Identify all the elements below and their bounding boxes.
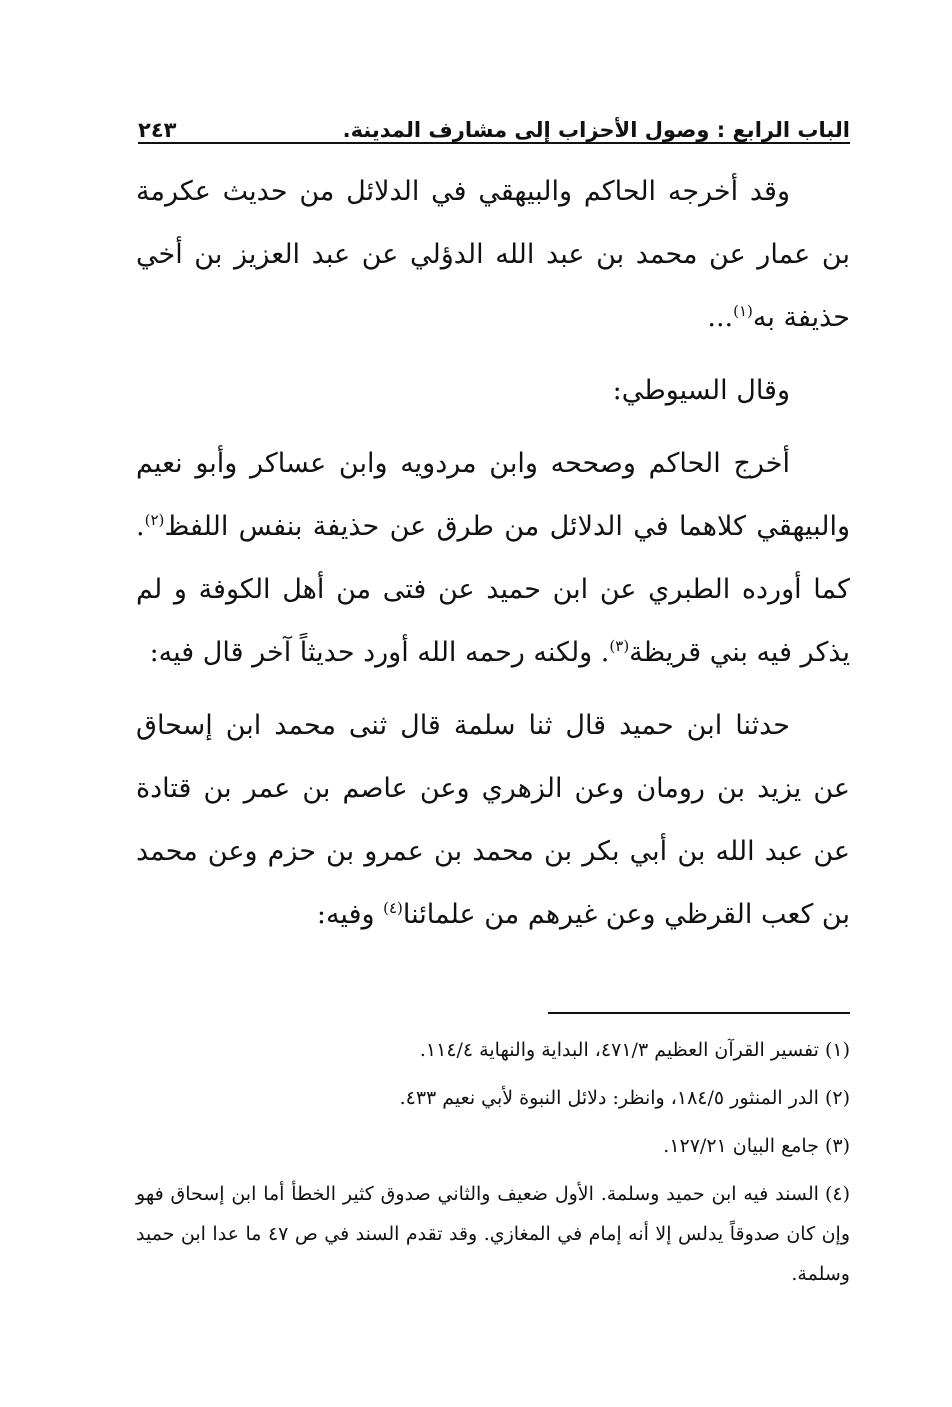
paragraph-2	[136, 359, 850, 422]
p1-line3-pre: به	[752, 302, 775, 333]
chapter-title: الباب الرابع : وصول الأحزاب إلى مشارف المدينة.	[342, 118, 850, 142]
p1-line3-post: ...	[707, 302, 734, 333]
p1-line1: وقد أخرجه الحاكم والبيهقي في الدلائل من حديث عكرمة بن	[136, 176, 850, 270]
footnote-number: (١)	[824, 1039, 850, 1061]
footnote-3	[136, 1126, 850, 1166]
main-text	[136, 160, 850, 946]
footnote-text: السند فيه ابن حميد وسلمة. الأول ضعيف والثاني صدوق كثير الخطأ أما ابن إسحاق فهو وإن كان صدوقاً يدلس إلا أنه إمام في المغازي. وقد تقدم السند في ص ٤٧ ما عدا ابن حميد وسلمة.	[136, 1183, 851, 1285]
footnote-divider	[548, 1012, 850, 1014]
footnotes	[136, 1030, 850, 1302]
footnote-1	[136, 1030, 850, 1070]
footnote-2	[136, 1078, 850, 1118]
p4-part2: وفيه:	[316, 899, 384, 930]
p4-part1: حدثنا ابن حميد قال ثنا سلمة قال ثنى محمد ابن إسحاق عن يزيد بن رومان وعن الزهري وعن عاصم بن عمر بن قتادة عن عبد الله بن أبي بكر بن محمد بن عمرو بن حزم وعن محمد بن كعب القرظي وعن غيرهم من علمائنا	[136, 710, 850, 930]
footnote-ref-4[interactable]: (٤)	[383, 899, 403, 917]
footnote-ref-2[interactable]: (٢)	[144, 511, 165, 529]
footnote-4	[136, 1174, 850, 1294]
footnote-ref-3[interactable]: (٣)	[609, 637, 630, 655]
p1-line2: عمار عن محمد بن عبد الله الدؤلي عن عبد العزيز بن أخي حذيفة	[136, 239, 850, 333]
page-number: ٢٤٣	[138, 118, 177, 142]
p3-part2: . كما أورده الطبري عن ابن حميد عن فتى من أهل الكوفة و لم يذكر فيه بني قريظة	[136, 511, 850, 668]
footnote-number: (٣)	[824, 1135, 850, 1157]
footnote-number: (٢)	[824, 1087, 850, 1109]
paragraph-3	[136, 432, 850, 684]
p2-text: وقال السيوطي:	[612, 375, 790, 406]
p3-part3: . ولكنه رحمه الله أورد حديثاً آخر قال فيه:	[149, 637, 610, 668]
footnote-text: جامع البيان ١٢٧/٢١.	[663, 1135, 819, 1157]
running-header	[138, 108, 850, 142]
paragraph-4	[136, 694, 850, 946]
header-divider	[138, 142, 850, 144]
p3-part1: أخرج الحاكم وصححه وابن مردويه وابن عساكر وأبو نعيم والبيهقي كلاهما في الدلائل من طرق عن حذيفة بنفس اللفظ	[136, 448, 850, 542]
footnote-text: الدر المنثور ١٨٤/٥، وانظر: دلائل النبوة لأبي نعيم ٤٣٣.	[399, 1087, 819, 1109]
paragraph-1	[136, 160, 850, 349]
footnote-text: تفسير القرآن العظيم ٤٧١/٣، البداية والنهاية ١١٤/٤.	[419, 1039, 819, 1061]
footnote-ref-1[interactable]: (١)	[733, 302, 753, 320]
footnote-number: (٤)	[824, 1183, 850, 1205]
